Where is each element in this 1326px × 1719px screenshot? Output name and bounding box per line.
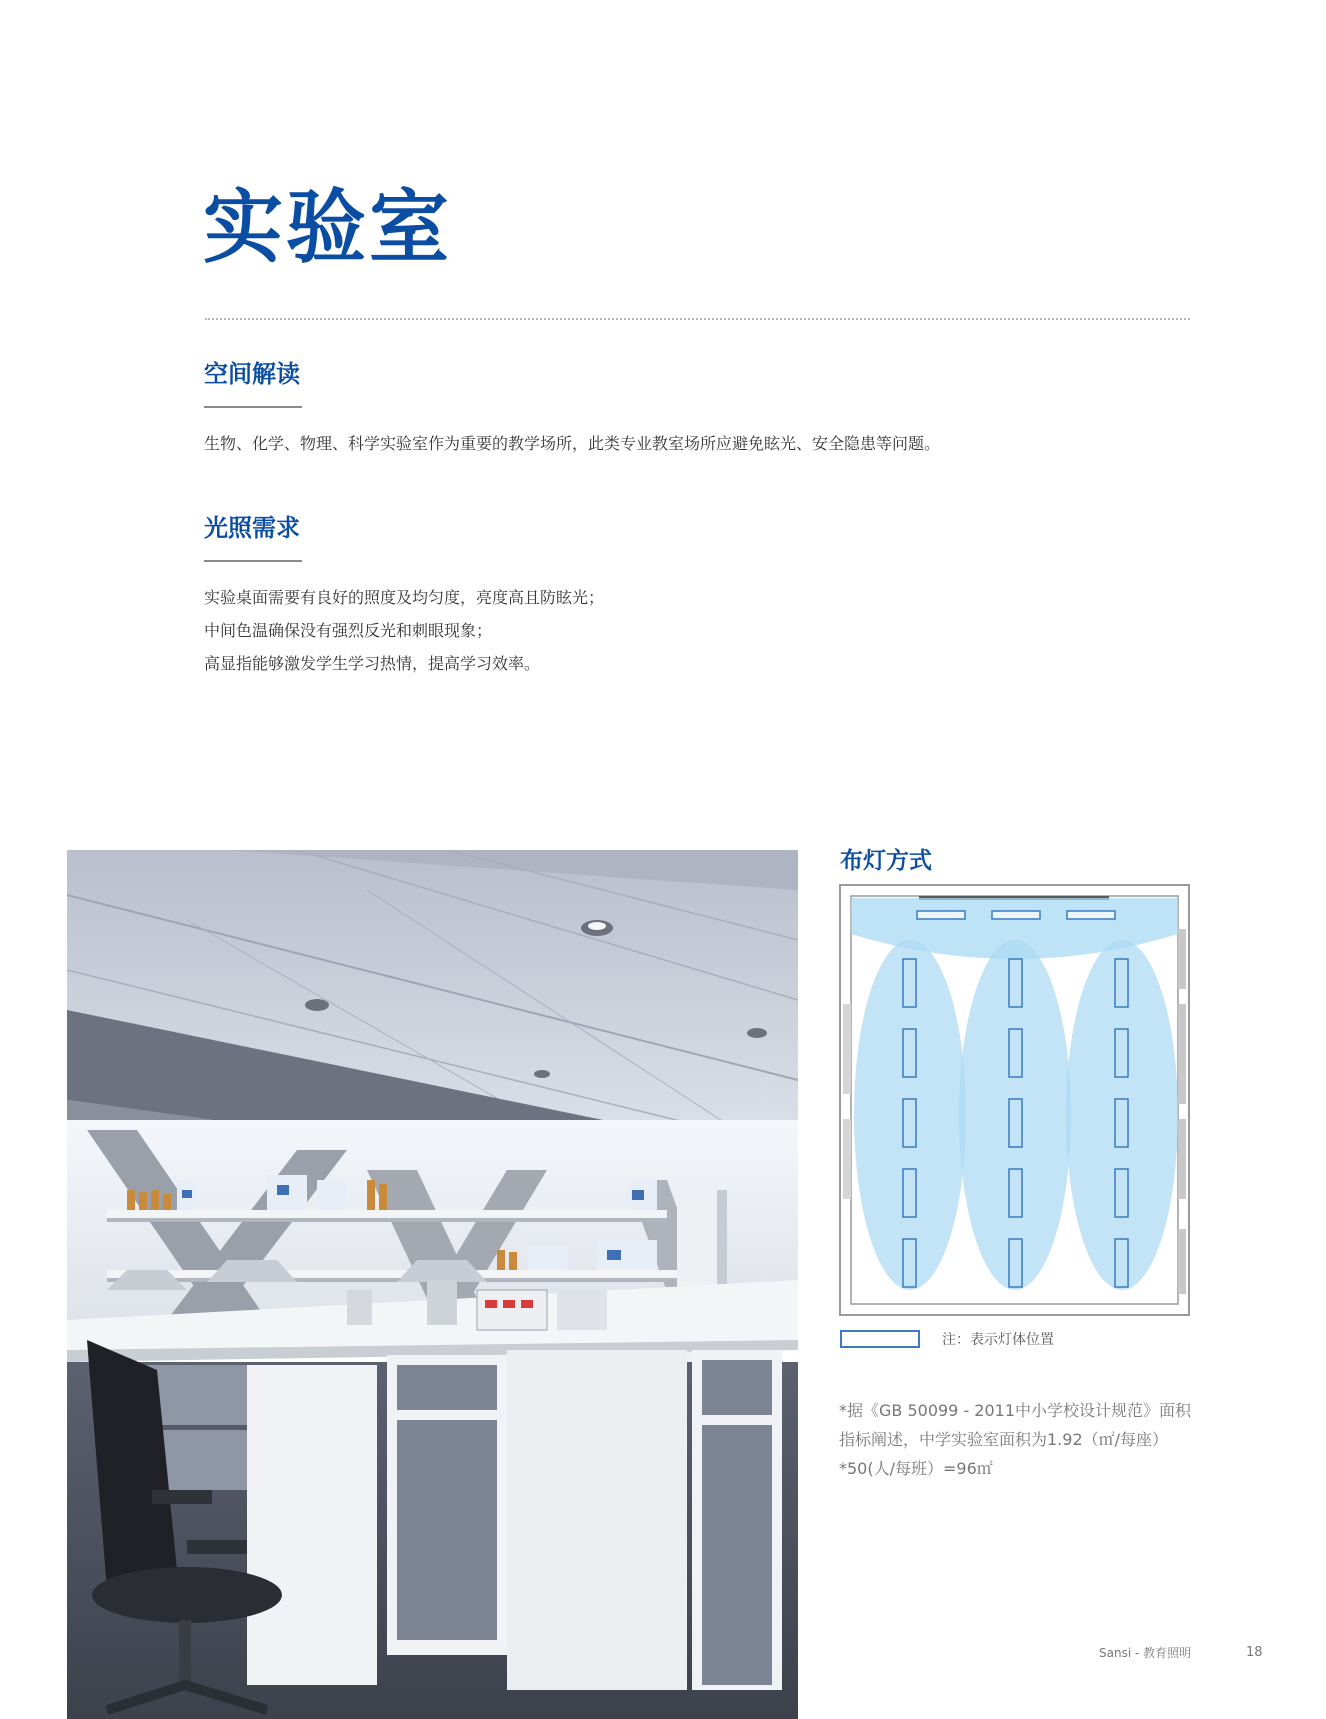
lighting-requirement-3: 高显指能够激发学生学习热情，提高学习效率。 xyxy=(204,654,541,673)
lamp-legend-label: 注：表示灯体位置 xyxy=(942,1332,1054,1348)
divider xyxy=(205,318,1190,320)
area-note: *据《GB 50099 - 2011中小学校设计规范》面积指标阐述，中学实验室面积为1.92（㎡/每座）*50(人/每班）=96㎡ xyxy=(839,1401,1192,1478)
laboratory-photo xyxy=(67,850,798,1719)
lighting-requirement-2: 中间色温确保没有强烈反光和刺眼现象； xyxy=(204,621,493,640)
page-number: 18 xyxy=(1246,1645,1263,1660)
lighting-requirement-1: 实验桌面需要有良好的照度及均匀度，亮度高且防眩光； xyxy=(204,588,605,607)
layout-heading: 布灯方式 xyxy=(840,848,932,874)
section-heading-space: 空间解读 xyxy=(204,360,300,388)
space-description: 生物、化学、物理、科学实验室作为重要的教学场所，此类专业教室场所应避免眩光、安全隐患等问题。 xyxy=(204,434,941,453)
lamp-legend-symbol xyxy=(840,1330,920,1348)
page-title: 实验室 xyxy=(203,181,452,274)
heading-underline xyxy=(204,560,302,562)
section-heading-lighting: 光照需求 xyxy=(204,514,300,542)
lighting-layout-diagram xyxy=(839,884,1190,1316)
heading-underline xyxy=(204,406,302,408)
footer-brand: Sansi - 教育照明 xyxy=(1099,1646,1192,1660)
